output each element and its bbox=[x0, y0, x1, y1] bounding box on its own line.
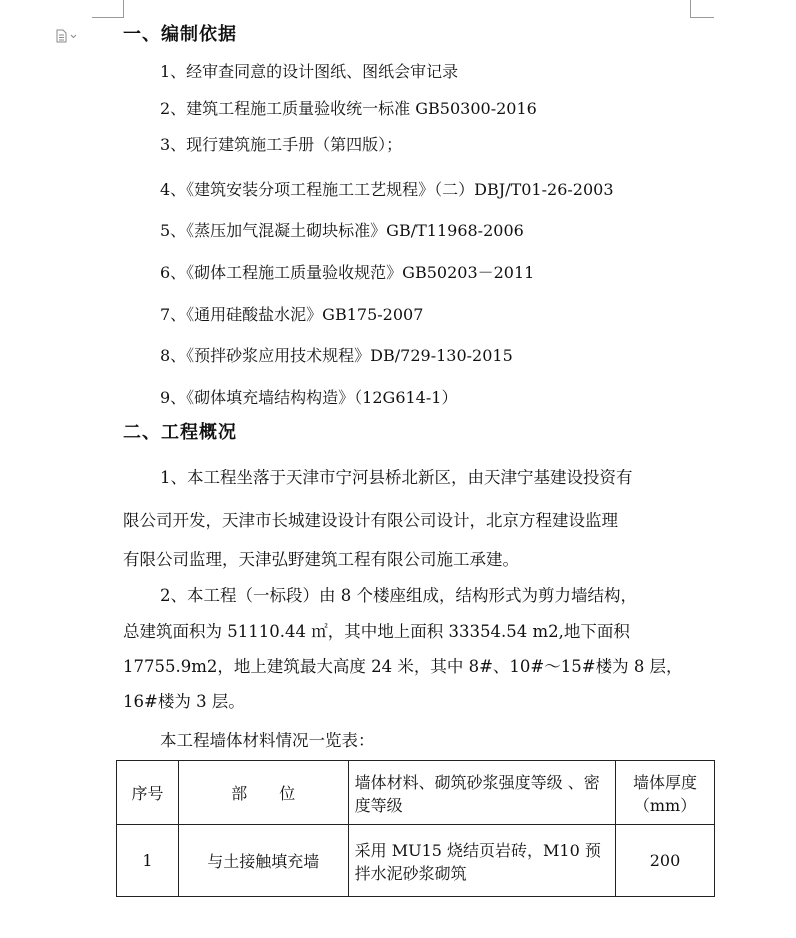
reference-item: 8、《预拌砂浆应用技术规程》DB/729-130-2015 bbox=[160, 346, 513, 365]
crop-mark-left-vertical bbox=[123, 0, 124, 18]
reference-item: 6、《砌体工程施工质量验收规范》GB50203－2011 bbox=[160, 263, 535, 282]
overview-paragraph-2-line: 16#楼为 3 层。 bbox=[123, 692, 245, 711]
overview-paragraph-1-line: 1、本工程坐落于天津市宁河县桥北新区，由天津宁基建设投资有 bbox=[160, 468, 633, 487]
overview-paragraph-2-line: 2、本工程（一标段）由 8 个楼座组成，结构形式为剪力墙结构， bbox=[160, 586, 637, 605]
overview-paragraph-1-line: 限公司开发，天津市长城建设设计有限公司设计，北京方程建设监理 bbox=[123, 511, 618, 530]
section-2-heading: 二、工程概况 bbox=[123, 422, 237, 443]
reference-item: 2、建筑工程施工质量验收统一标准 GB50300-2016 bbox=[160, 99, 537, 118]
overview-paragraph-1-line: 有限公司监理，天津弘野建筑工程有限公司施工承建。 bbox=[123, 550, 519, 569]
table-cell: 与土接触填充墙 bbox=[178, 825, 348, 897]
crop-mark-left-horizontal bbox=[92, 17, 123, 18]
reference-item: 3、现行建筑施工手册（第四版）； bbox=[160, 135, 403, 154]
table-header-row bbox=[117, 761, 715, 825]
crop-mark-right-vertical bbox=[690, 0, 691, 18]
table-cell: 200 bbox=[616, 825, 715, 897]
table-header-cell: 墙体材料、砌筑砂浆强度等级 、密度等级 bbox=[348, 761, 615, 825]
reference-item: 1、经审查同意的设计图纸、图纸会审记录 bbox=[160, 62, 459, 81]
wall-material-table bbox=[116, 760, 715, 897]
table-caption: 本工程墙体材料情况一览表： bbox=[160, 731, 375, 750]
overview-paragraph-2-line: 总建筑面积为 51110.44 ㎡，其中地上面积 33354.54 m2,地下面积 bbox=[123, 622, 630, 641]
table-header-cell: 墙体厚度（mm） bbox=[616, 761, 715, 825]
overview-paragraph-2-line: 17755.9m2，地上建筑最大高度 24 米，其中 8#、10#～15#楼为 8 层， bbox=[123, 657, 683, 676]
table-cell: 1 bbox=[117, 825, 179, 897]
reference-item: 4、《建筑安装分项工程施工工艺规程》（二）DBJ/T01-26-2003 bbox=[160, 180, 614, 199]
reference-item: 9、《砌体填充墙结构构造》（12G614-1） bbox=[160, 388, 458, 407]
reference-item: 7、《通用硅酸盐水泥》GB175-2007 bbox=[160, 305, 424, 324]
table-row bbox=[117, 825, 715, 897]
document-nav-icon[interactable] bbox=[56, 28, 78, 42]
table-header-cell: 序号 bbox=[117, 761, 179, 825]
section-1-heading: 一、编制依据 bbox=[123, 24, 237, 45]
table-header-cell: 部 位 bbox=[178, 761, 348, 825]
table-cell: 采用 MU15 烧结页岩砖，M10 预拌水泥砂浆砌筑 bbox=[348, 825, 615, 897]
crop-mark-right-horizontal bbox=[690, 17, 714, 18]
reference-item: 5、《蒸压加气混凝土砌块标准》GB/T11968-2006 bbox=[160, 221, 524, 240]
